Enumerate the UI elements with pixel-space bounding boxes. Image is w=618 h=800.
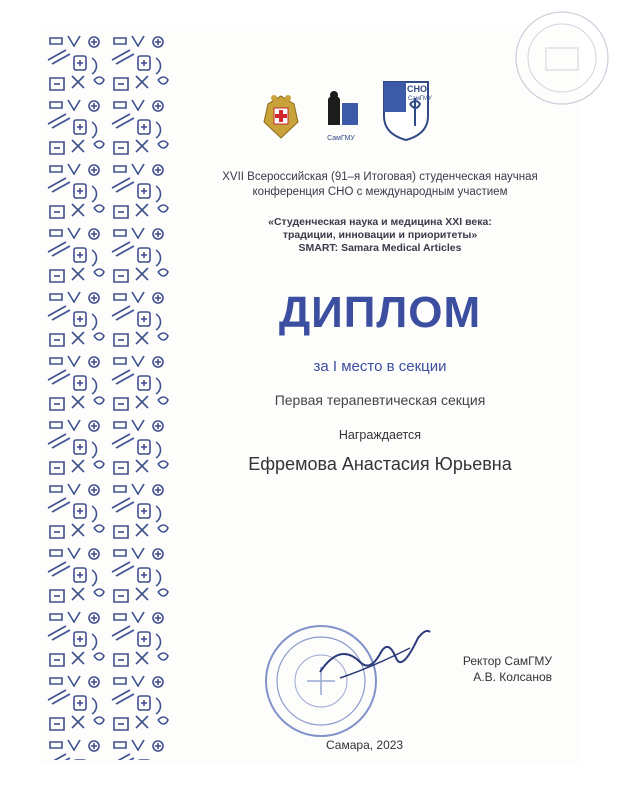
sno-shield-icon: [380, 78, 432, 142]
theme-line-2: традиции, инновации и приоритеты»: [282, 229, 478, 241]
corner-stamp-icon: [512, 8, 612, 108]
city-year: Самара, 2023: [326, 738, 404, 752]
medical-pattern-icon: [44, 32, 172, 760]
sno-sub-label: СамГМУ: [408, 96, 432, 102]
recipient-name: Ефремова Анастасия Юрьевна: [248, 454, 512, 474]
section-name: Первая терапевтическая секция: [274, 392, 486, 408]
theme-line-3: SMART: Samara Medical Articles: [298, 242, 462, 254]
samgmu-logo: [320, 89, 362, 142]
sno-logo: [380, 78, 432, 142]
conference-theme: [190, 216, 570, 255]
conference-title: [190, 170, 570, 200]
conference-line-2: конференция СНО с международным участием: [252, 186, 508, 198]
medical-pattern-stripe: [44, 32, 172, 760]
eagle-emblem-icon: [260, 92, 302, 142]
logo-row: [260, 78, 432, 142]
coat-of-arms-logo: [260, 92, 302, 142]
diploma-title: ДИПЛОМ: [278, 288, 482, 337]
rector-name: А.В. Колсанов: [473, 670, 552, 684]
theme-line-1: «Студенческая наука и медицина XXI века:: [268, 216, 492, 228]
sno-label: СНО: [407, 84, 427, 94]
rector-block: [420, 653, 552, 685]
samgmu-emblem-icon: [320, 89, 362, 133]
rector-position: Ректор СамГМУ: [462, 654, 552, 668]
conference-line-1: XVII Всероссийская (91–я Итоговая) студенческая научная: [222, 171, 538, 183]
award-place: за I место в секции: [313, 358, 447, 375]
awarded-label: Награждается: [338, 428, 422, 442]
samgmu-label: СамГМУ: [327, 135, 355, 142]
